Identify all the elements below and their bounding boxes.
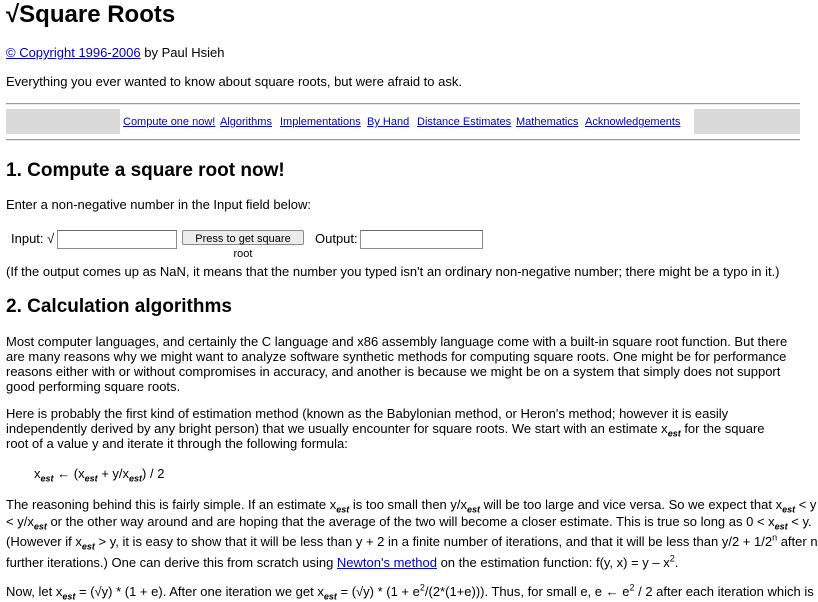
section-heading-algorithms: 2. Calculation algorithms (6, 296, 232, 317)
calculator-form (11, 229, 611, 260)
nav-bar (6, 109, 800, 134)
nav-algorithms[interactable]: Algorithms (220, 116, 272, 128)
copyright-link[interactable]: © Copyright 1996-2006 (6, 45, 141, 60)
nav-acknowledgements[interactable]: Acknowledgements (585, 116, 681, 128)
algorithms-paragraph-4: Now, let $x_{est} = (√y) * (1 + e)$. After one iteration we get $x_{est} = (√y) * (1 + e^2/(2*(1+e)))$. Thus, for small e, e ← $e^2 / 2$ after each iteration which is (6, 582, 814, 602)
nan-note: (If the output comes up as NaN, it means that the number you typed isn't an ordinary non-negative number; there might be a typo in it.) (6, 264, 780, 279)
output-field[interactable] (360, 230, 483, 249)
intro-text: Everything you ever wanted to know about square roots, but were afraid to ask. (6, 74, 462, 89)
copyright-author: by Paul Hsieh (140, 45, 225, 60)
divider-bottom (6, 139, 800, 141)
page-title: √Square Roots (6, 1, 176, 28)
nav-links (120, 109, 694, 134)
input-label: Input: √ (11, 231, 55, 246)
page: √Square Roots © Copyright 1996-2006 by Paul Hsieh Everything you ever wanted to know about square roots, but were afraid to ask. Compute one now! Algorithms Implementations By Hand Distance Estimates Mathematics Acknowledgements 1. Compute a square root now! Enter a non-negative number in the Input field below: Input: √ Press to get square root Output: (If the output comes up as NaN, it means that the number you typed isn't an ordinary non-negative number; there might be a typo in it.) 2. Calculation algorithms Most computer languages, and certainly the C language and x86 assembly language come with a built-in square root function. But there are many reasons why we might want to analyze software synthetic methods for computing square roots. One might be for performance reasons either with or without compromises in accuracy, and another is because we might be on a system that simply does not support good performing square roots. Here is probably the first kind of estimation method (known as the Babylonian method, or Heron's method; however it is easily independently derived by any bright person) that we usually encounter for square roots. We start with an estimate $x_{est}$ for the square root of a value y and iterate it through the following formula: $x_{est}$ ← $(x_{est} + y/x_{est}) / 2$ The reasoning behind this is fairly simple. If an estimate $x_{est}$ is too small then $y/x_{est}$ will be too large and vice versa. So we expect that $x_{est} < y$ < $y/x_{est}$ or the other way around and are hoping that the average of the two will become a closer estimate. This is true so long as $0 < x_{est} < y$. (However if $x_{est} > y$, it is easy to show that it will be less than y + 2 in a finite number of iterations, and that it will be less than $y/2 + 1/2^n$ after n further iterations.) One can derive this from scratch using Newton's method on the estimation function: f(y, $x) = y - x^2$. Now, let $x_{est} = (√y) * (1 + e)$. After one iteration we get $x_{est} = (√y) * (1 + e^2/(2*(1+e)))$. Thus, for small e, e ← $e^2 / 2$ after each iteration which is (6, 1, 818, 602)
compute-button[interactable]: Press to get square root (182, 230, 304, 245)
output-label: Output: (315, 231, 358, 246)
nav-mathematics[interactable]: Mathematics (516, 116, 579, 128)
input-field[interactable] (57, 230, 177, 249)
algorithms-paragraph-2: Here is probably the first kind of estimation method (known as the Babylonian method, or Heron's method; however it is easily independently derived by any bright person) that we usually encounter for square roots. We start with an estimate $x_{est}$ for the square root of a value y and iterate it through the following formula: (6, 406, 765, 451)
compute-instruction: Enter a non-negative number in the Input field below: (6, 197, 311, 212)
newtons-method-link[interactable]: Newton's method (336, 555, 437, 570)
nav-implementations[interactable]: Implementations (280, 116, 361, 128)
divider-top (6, 103, 800, 105)
copyright-line (6, 45, 224, 61)
algorithms-paragraph-1: Most computer languages, and certainly the C language and x86 assembly language come with a built-in square root function. But there are many reasons why we might want to analyze software synthetic methods for computing square roots. One might be for performance reasons either with or without compromises in accuracy, and another is because we might be on a system that simply does not support good performing square roots. (6, 334, 788, 394)
nav-distance-estimates[interactable]: Distance Estimates (417, 116, 512, 128)
babylonian-formula: $x_{est}$ ← $(x_{est} + y/x_{est}) / 2$ (34, 466, 165, 484)
nav-compute[interactable]: Compute one now! (123, 116, 216, 128)
nav-by-hand[interactable]: By Hand (367, 116, 410, 128)
section-heading-compute: 1. Compute a square root now! (6, 160, 285, 181)
